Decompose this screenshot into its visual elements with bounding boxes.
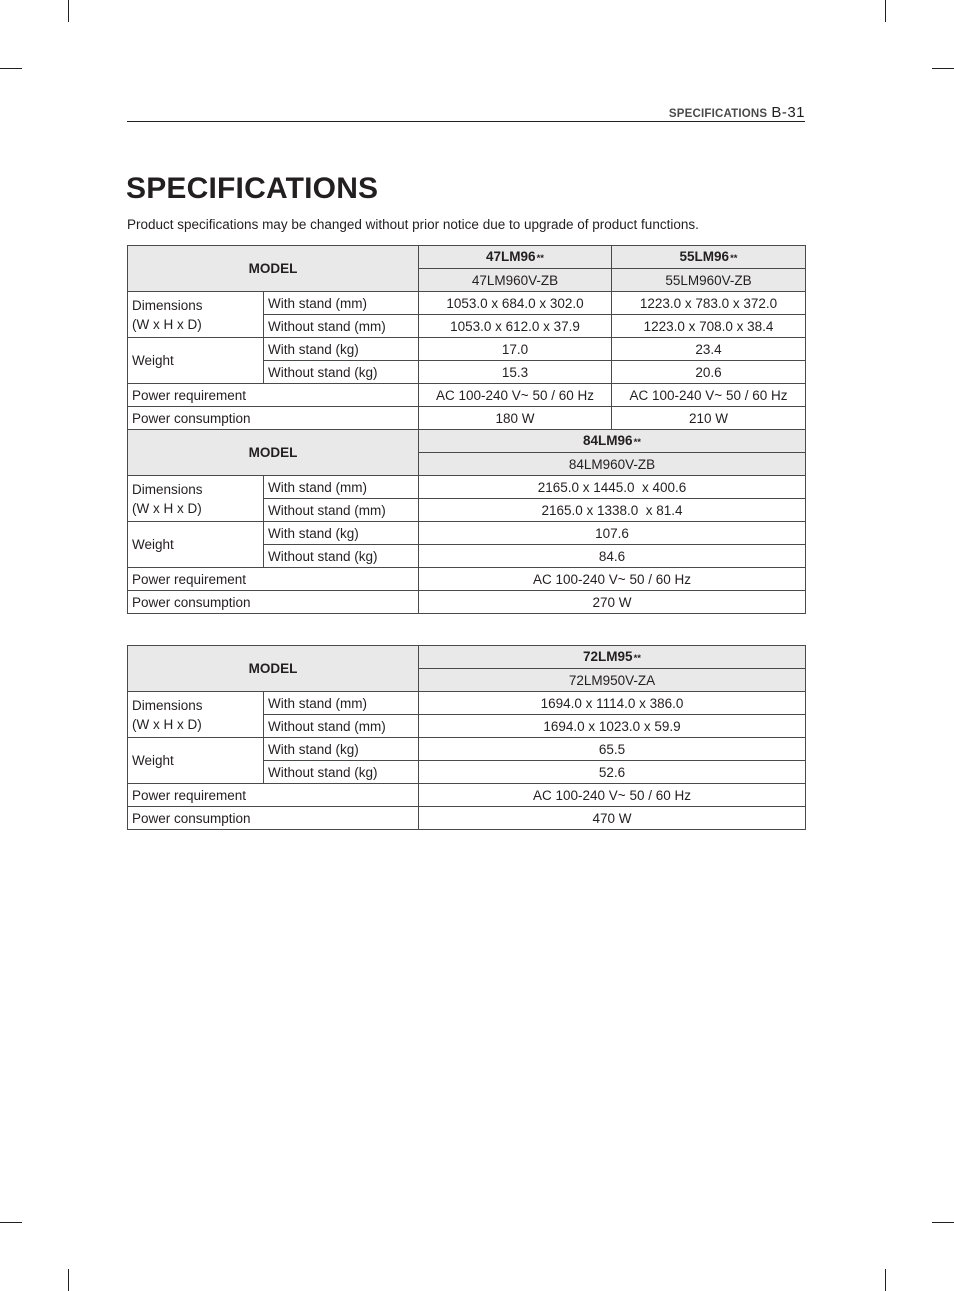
dimensions-label-line: (W x H x D) — [132, 500, 202, 516]
without-stand-kg-label: Without stand (kg) — [264, 761, 419, 784]
dimensions-label-line: (W x H x D) — [132, 316, 202, 332]
crop-mark — [68, 0, 69, 22]
dimensions-label — [128, 476, 264, 522]
with-stand-mm-label: With stand (mm) — [264, 692, 419, 715]
weight-label: Weight — [128, 338, 264, 384]
series-name: 84LM96 — [583, 432, 633, 448]
spec-table-47-55-84 — [127, 245, 806, 614]
power-consumption-label: Power consumption — [128, 807, 419, 830]
dimensions-label-line: Dimensions — [132, 697, 203, 713]
table-row — [128, 522, 806, 545]
table-row — [128, 738, 806, 761]
spec-value: 52.6 — [419, 761, 806, 784]
model-number: 84LM960V-ZB — [419, 453, 806, 476]
spec-value: 2165.0 x 1338.0 x 81.4 — [419, 499, 806, 522]
dimensions-label — [128, 292, 264, 338]
model-number: 47LM960V-ZB — [419, 269, 612, 292]
model-number: 72LM950V-ZA — [419, 669, 806, 692]
series-header — [419, 646, 806, 669]
table-row — [128, 807, 806, 830]
table-row — [128, 292, 806, 315]
spec-value: 470 W — [419, 807, 806, 830]
with-stand-mm-label: With stand (mm) — [264, 476, 419, 499]
spec-value: 180 W — [419, 407, 612, 430]
without-stand-mm-label: Without stand (mm) — [264, 499, 419, 522]
power-consumption-label: Power consumption — [128, 407, 419, 430]
table-row — [128, 591, 806, 614]
dimensions-label-line: Dimensions — [132, 481, 203, 497]
spec-value: 1223.0 x 708.0 x 38.4 — [612, 315, 806, 338]
page-number: B-31 — [771, 104, 805, 121]
with-stand-kg-label: With stand (kg) — [264, 338, 419, 361]
model-header: MODEL — [128, 646, 419, 692]
model-header: MODEL — [128, 430, 419, 476]
crop-mark — [0, 68, 22, 69]
spec-value: 1053.0 x 612.0 x 37.9 — [419, 315, 612, 338]
spec-value: 107.6 — [419, 522, 806, 545]
power-requirement-label: Power requirement — [128, 568, 419, 591]
crop-mark — [68, 1269, 69, 1291]
series-header — [419, 246, 612, 269]
spec-value: 210 W — [612, 407, 806, 430]
spec-value: 65.5 — [419, 738, 806, 761]
weight-label: Weight — [128, 522, 264, 568]
series-header — [419, 430, 806, 453]
crop-mark — [885, 1269, 886, 1291]
crop-mark — [932, 1222, 954, 1223]
intro-text: Product specifications may be changed without prior notice due to upgrade of product functions. — [127, 217, 699, 232]
without-stand-mm-label: Without stand (mm) — [264, 315, 419, 338]
table-row — [128, 476, 806, 499]
table-row — [128, 646, 806, 669]
spec-value: AC 100-240 V~ 50 / 60 Hz — [419, 384, 612, 407]
crop-mark — [932, 68, 954, 69]
series-suffix: ** — [633, 436, 641, 448]
model-header: MODEL — [128, 246, 419, 292]
series-name: 47LM96 — [486, 248, 536, 264]
without-stand-kg-label: Without stand (kg) — [264, 545, 419, 568]
spec-value: 2165.0 x 1445.0 x 400.6 — [419, 476, 806, 499]
series-name: 55LM96 — [679, 248, 730, 264]
spec-value: 270 W — [419, 591, 806, 614]
spec-value: AC 100-240 V~ 50 / 60 Hz — [419, 784, 806, 807]
spec-value: 1694.0 x 1114.0 x 386.0 — [419, 692, 806, 715]
spec-value: 1694.0 x 1023.0 x 59.9 — [419, 715, 806, 738]
table-row — [128, 246, 806, 269]
power-consumption-label: Power consumption — [128, 591, 419, 614]
table-row — [128, 784, 806, 807]
series-suffix: ** — [633, 652, 641, 664]
without-stand-mm-label: Without stand (mm) — [264, 715, 419, 738]
spec-value: AC 100-240 V~ 50 / 60 Hz — [612, 384, 806, 407]
with-stand-kg-label: With stand (kg) — [264, 738, 419, 761]
spec-value: 15.3 — [419, 361, 612, 384]
dimensions-label-line: Dimensions — [132, 297, 203, 313]
table-row — [128, 407, 806, 430]
dimensions-label — [128, 692, 264, 738]
table-row — [128, 430, 806, 453]
table-row — [128, 338, 806, 361]
header-rule — [127, 121, 805, 122]
table-row — [128, 384, 806, 407]
series-header — [612, 246, 806, 269]
power-requirement-label: Power requirement — [128, 384, 419, 407]
table-row — [128, 568, 806, 591]
crop-mark — [885, 0, 886, 22]
with-stand-mm-label: With stand (mm) — [264, 292, 419, 315]
crop-mark — [0, 1222, 22, 1223]
spec-value: 17.0 — [419, 338, 612, 361]
power-requirement-label: Power requirement — [128, 784, 419, 807]
spec-value: 20.6 — [612, 361, 806, 384]
model-number: 55LM960V-ZB — [612, 269, 806, 292]
spec-table-72 — [127, 645, 806, 830]
dimensions-label-line: (W x H x D) — [132, 716, 202, 732]
without-stand-kg-label: Without stand (kg) — [264, 361, 419, 384]
spec-value: 84.6 — [419, 545, 806, 568]
running-header — [127, 104, 805, 122]
with-stand-kg-label: With stand (kg) — [264, 522, 419, 545]
series-suffix: ** — [730, 252, 738, 264]
weight-label: Weight — [128, 738, 264, 784]
series-name: 72LM95 — [583, 648, 633, 664]
page-title: SPECIFICATIONS — [126, 172, 379, 205]
spec-value: 23.4 — [612, 338, 806, 361]
spec-value: 1223.0 x 783.0 x 372.0 — [612, 292, 806, 315]
spec-value: 1053.0 x 684.0 x 302.0 — [419, 292, 612, 315]
spec-value: AC 100-240 V~ 50 / 60 Hz — [419, 568, 806, 591]
series-suffix: ** — [536, 252, 544, 264]
table-row — [128, 692, 806, 715]
section-name: SPECIFICATIONS — [668, 108, 768, 120]
